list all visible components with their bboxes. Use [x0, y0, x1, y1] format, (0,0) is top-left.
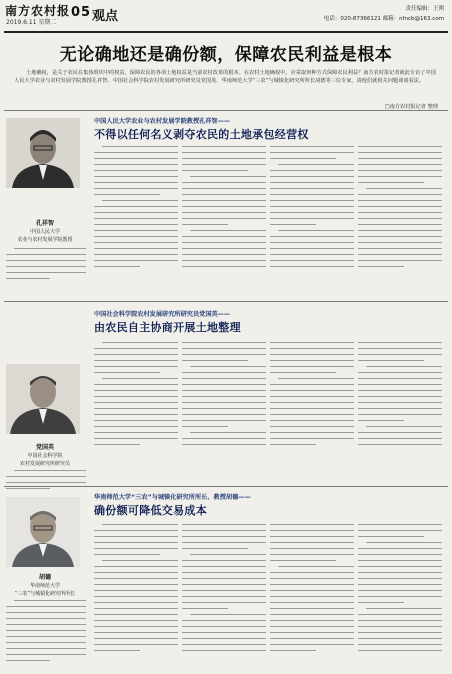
person-affiliation: 华南师范大学 — [29, 583, 60, 589]
text-column — [94, 524, 178, 656]
person-title: “三农”与城镇化研究所所长 — [14, 591, 76, 597]
editor-credit: 责任编辑：王朔 — [405, 6, 444, 12]
portrait-photo — [6, 118, 80, 188]
text-column — [358, 146, 442, 272]
portrait-photo — [6, 364, 80, 434]
portrait-photo — [6, 497, 80, 567]
person-title: 农业与农村发展学院教授 — [17, 237, 73, 243]
text-column — [6, 600, 86, 666]
section-title: 不得以任何名义剥夺农民的土地承包经营权 — [94, 128, 309, 141]
section-divider — [4, 301, 448, 302]
section-kicker: 中国社会科学院农村发展研究所研究员党国英—— — [94, 311, 231, 318]
text-column — [270, 342, 354, 450]
section-kicker: 华南师范大学“三农”与城镇化研究所所长、教授胡德—— — [94, 494, 251, 501]
text-column — [270, 146, 354, 272]
text-column — [182, 342, 266, 450]
person-title: 农村发展研究所研究员 — [19, 461, 70, 467]
section-title: 由农民自主协商开展土地整理 — [94, 321, 241, 334]
masthead — [0, 0, 452, 30]
person-affiliation: 中国人民大学 — [29, 229, 60, 235]
text-column — [94, 342, 178, 450]
contact-info: 电话：020-87366121 邮箱：nfncb@163.com — [323, 16, 444, 22]
person-name: 孔祥智 — [35, 220, 54, 227]
newspaper-logo: 南方农村报 — [5, 4, 71, 18]
page-headline: 无论确地还是确份额，保障农民利益是根本 — [59, 45, 393, 65]
text-column — [94, 146, 178, 272]
section-divider — [4, 110, 448, 111]
section-kicker: 中国人民大学农业与农村发展学院教授孔祥智—— — [94, 118, 231, 125]
text-column — [6, 470, 86, 494]
masthead-rule — [4, 31, 448, 33]
section-title: 确份额可降低交易成本 — [94, 504, 207, 517]
text-column — [358, 342, 442, 450]
section-divider — [4, 486, 448, 487]
byline: □南方农村报记者 整理 — [384, 104, 438, 110]
text-column — [358, 524, 442, 656]
page-number: 05 — [71, 5, 92, 20]
person-name: 胡德 — [38, 574, 51, 581]
person-affiliation: 中国社会科学院 — [27, 453, 63, 459]
issue-date: 2019.6.11 星期二 — [6, 19, 57, 26]
intro-paragraph: 土地确权，是关于农民在集体组织中的权益，保障农民的各项土地权益是当前农村改革的根本。在农村土地确权中，应采取何种方式保障农民利益？南方农村报记者就此专访了中国人民大学农业与农村发展学院教授孔祥智、中国社会科学院农村发展研究所研究员党国英、华南师范大学“三农”与城镇化研究所所长胡德等三位专家，请他们就相关问题谈谈看法。 — [14, 70, 436, 85]
text-column — [182, 524, 266, 656]
text-column — [182, 146, 266, 272]
text-column — [6, 248, 86, 284]
person-name: 党国英 — [35, 444, 54, 451]
text-column — [270, 524, 354, 656]
section-name: 观点 — [92, 9, 119, 24]
